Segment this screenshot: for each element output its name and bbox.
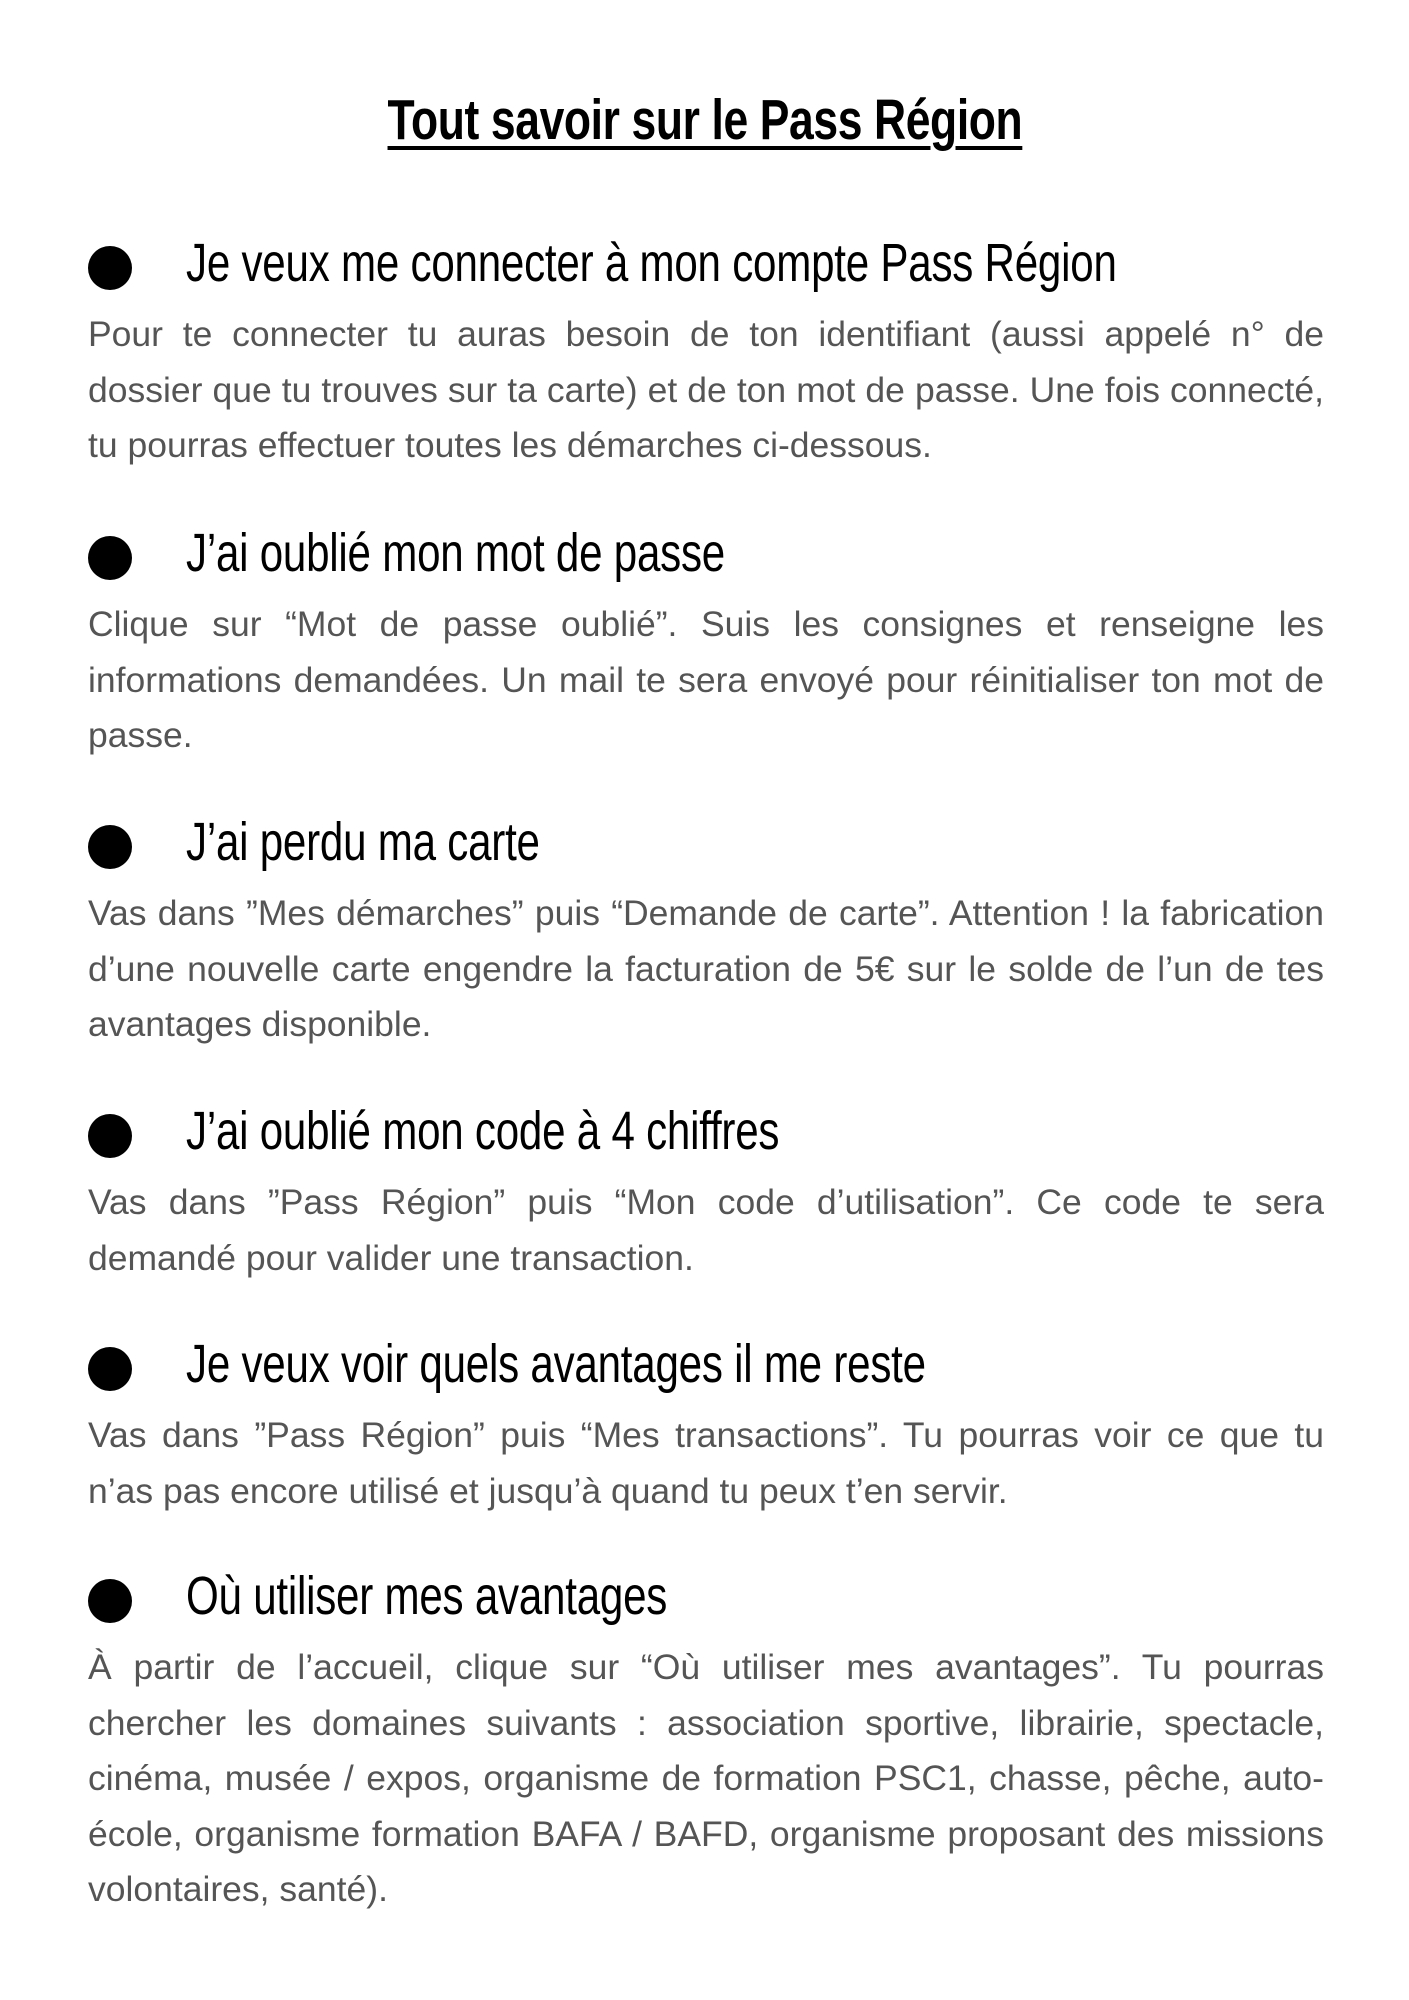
section-heading: J’ai oublié mon mot de passe (186, 523, 725, 583)
section-heading: Je veux me connecter à mon compte Pass Région (186, 233, 1117, 293)
section-body: Vas dans ”Pass Région” puis “Mes transactions”. Tu pourras voir ce que tu n’as pas encore utilisé et jusqu’à quand tu peux t’en servir. (88, 1415, 1324, 1511)
section-body: Clique sur “Mot de passe oublié”. Suis les consignes et renseigne les informations demandées. Un mail te sera envoyé pour réinitialiser ton mot de passe. (88, 604, 1324, 755)
page-title-text: Tout savoir sur le Pass Région (387, 88, 1022, 152)
section-heading: Je veux voir quels avantages il me reste (186, 1334, 926, 1394)
bullet-icon (88, 1579, 132, 1623)
section-body: Pour te connecter tu auras besoin de ton identifiant (aussi appelé n° de dossier que tu trouves sur ta carte) et de ton mot de passe. Une fois connecté, tu pourras effectuer toutes les démarches ci-dessous. (88, 314, 1324, 465)
bullet-icon (88, 536, 132, 580)
section-body: À partir de l’accueil, clique sur “Où utiliser mes avantages”. Tu pourras chercher les domaines suivants : association sportive, librairie, spectacle, cinéma, musée / expos, organisme de formation PSC1, chasse, pêche, auto-école, organisme formation BAFA / BAFD, organisme proposant des missions volontaires, santé). (88, 1647, 1324, 1909)
page-title (0, 84, 1409, 156)
section-heading: J’ai perdu ma carte (186, 812, 540, 872)
section-heading: Où utiliser mes avantages (186, 1566, 668, 1626)
section-heading: J’ai oublié mon code à 4 chiffres (186, 1101, 780, 1161)
section-body: Vas dans ”Mes démarches” puis “Demande de carte”. Attention ! la fabrication d’une nouvelle carte engendre la facturation de 5€ sur le solde de l’un de tes avantages disponible. (88, 893, 1324, 1044)
bullet-icon (88, 1347, 132, 1391)
section-body: Vas dans ”Pass Région” puis “Mon code d’utilisation”. Ce code te sera demandé pour valider une transaction. (88, 1182, 1324, 1278)
bullet-icon (88, 1114, 132, 1158)
bullet-icon (88, 246, 132, 290)
bullet-icon (88, 825, 132, 869)
